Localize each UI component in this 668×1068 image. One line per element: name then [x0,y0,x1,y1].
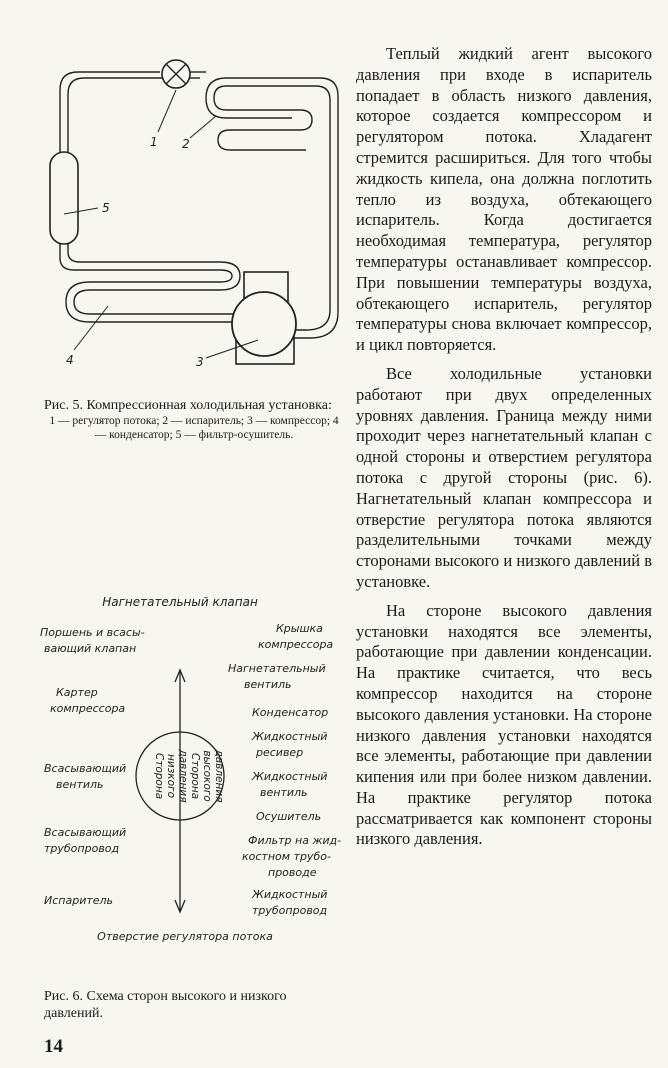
fig5-label-5: 5 [102,201,110,215]
fig6-left-labels [40,626,145,907]
fig6-high-side-3: давления [213,749,225,803]
body-text-column [356,44,652,858]
fig6-right-label: Крышка [276,622,323,635]
fig6-left-label: вающий клапан [44,642,137,655]
fig6-right-label: Конденсатор [252,706,329,719]
fig5-label-3: 3 [196,355,204,369]
fig6-left-label: компрессора [50,702,126,715]
fig6-right-label: Осушитель [256,810,322,823]
fig6-right-label: проводе [268,866,317,879]
fig6-right-label: Фильтр на жид- [248,834,342,847]
fig6-low-side-3: давления [177,749,189,803]
paragraph: На стороне высокого давления установки находятся все элементы, работающие при давлении конденсации. На практике считается, что весь компрессор находится на стороне высокого давления установки. На стороне низкого давления установки находятся все элементы, работающие при давлении кипения или при более низком давлении. На практике регулятор потока рассматривается как компонент стороны низкого давления. [356,600,652,849]
fig6-right-label: трубопровод [252,904,328,917]
fig5-label-1: 1 [150,135,158,149]
fig6-right-label: вентиль [244,678,292,691]
paragraph: Теплый жидкий агент высокого давления при входе в испаритель попадает в область низкого давления, которое создается компрессором и регулятором потока. Хладагент стремится расшириться. Для того чтобы жидкость кипела, она должна поглотить тепло из воздуха, обтекающего испаритель. Когда достигается необходимая температура, регулятор температуры останавливает компрессор. При повышении температуры воздуха, обтекающего испаритель, регулятор температуры снова включает компрессор, и цикл повторяется. [356,44,652,355]
fig6-high-side-1: Сторона [189,752,201,800]
fig6-right-label: вентиль [260,786,308,799]
fig6-left-label: трубопровод [44,842,120,855]
fig6-high-side-2: высокого [201,750,213,802]
figure-5-caption [44,398,344,442]
fig6-right-label: компрессора [258,638,334,651]
fig6-left-label: Всасывающий [44,762,127,775]
fig6-right-label: Жидкостный [252,888,328,901]
fig5-label-2: 2 [182,137,190,151]
fig6-right-label: Нагнетательный [228,662,326,675]
fig6-right-labels [228,622,341,917]
refrigeration-unit-diagram [30,40,340,380]
fig5-label-4: 4 [66,353,74,367]
fig6-right-label: ресивер [256,746,304,759]
fig6-left-label: Картер [56,686,98,699]
figure-5-title: Рис. 5. Компрессионная холодильная установка: [44,398,332,413]
fig6-low-side-1: Сторона [153,752,165,800]
fig6-left-label: Испаритель [44,894,114,907]
fig6-bottom-label: Отверстие регулятора потока [97,930,273,943]
pressure-sides-diagram [30,590,350,960]
paragraph: Все холодильные установки работают при двух определенных уровнях давления. Граница между ними проходит через нагнетательный клапан с одной стороны и отверстием регулятора потока с другой стороны (рис. 6). Нагнетательный клапан компрессора и отверстие регулятора потока являются разделительными точками между сторонами высокого и низкого давлений в установке. [356,363,652,591]
figure-5-legend: 1 — регулятор потока; 2 — испаритель; 3 — компрессор; 4 — конденсатор; 5 — фильтр-осушитель. [49,415,339,441]
fig6-left-label: вентиль [56,778,104,791]
fig6-left-label: Всасывающий [44,826,127,839]
figure-6-caption: Рис. 6. Схема сторон высокого и низкого давлений. [44,989,287,1021]
fig6-right-label: костном трубо- [242,850,331,863]
fig6-right-label: Жидкостный [252,770,328,783]
page-number: 14 [44,1036,63,1057]
fig6-top-label: Нагнетательный клапан [102,595,258,609]
fig6-right-label: Жидкостный [252,730,328,743]
fig6-low-side-2: низкого [165,754,177,798]
fig6-left-label: Поршень и всасы- [40,626,145,639]
